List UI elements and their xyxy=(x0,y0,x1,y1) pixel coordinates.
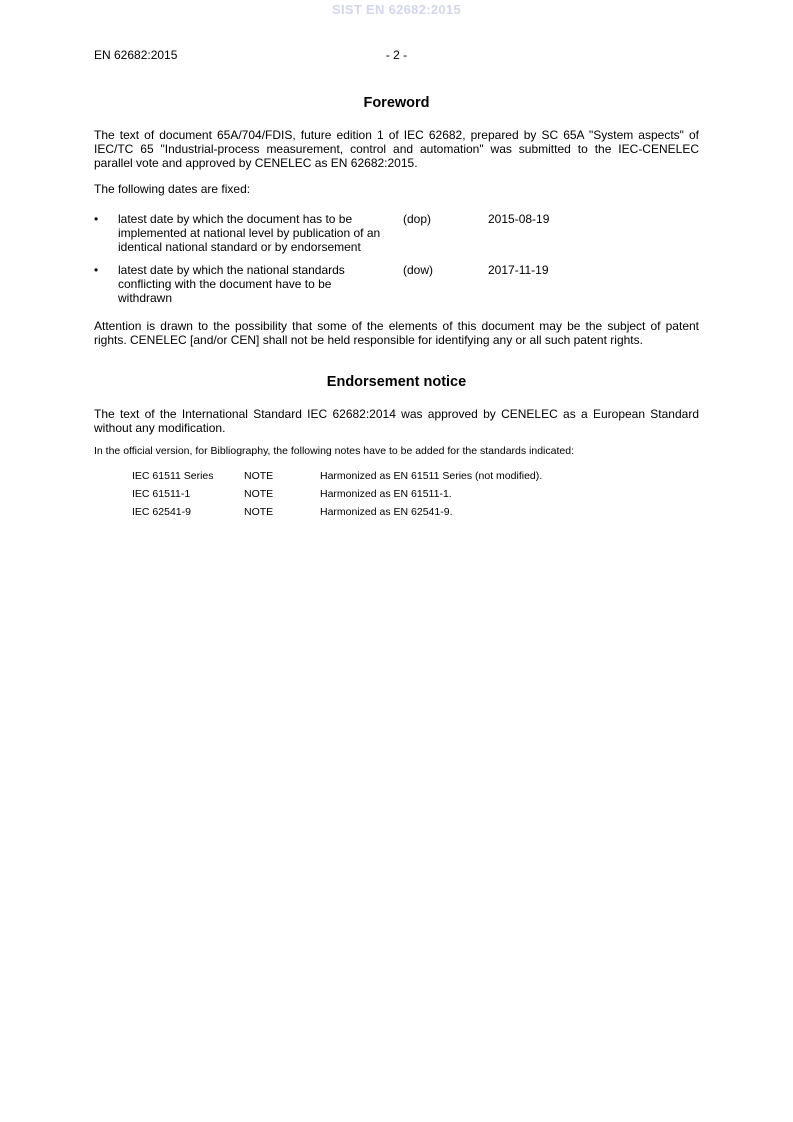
dates-intro-paragraph: The following dates are fixed: xyxy=(94,182,251,196)
date-value: 2017-11-19 xyxy=(488,263,549,277)
bullet-point: • xyxy=(94,263,99,277)
note-type: NOTE xyxy=(244,506,274,518)
table-row xyxy=(132,488,542,506)
table-row xyxy=(132,506,542,524)
date-abbreviation: (dow) xyxy=(403,263,434,277)
date-description: latest date by which the document has to be implemented at national level by publication of an identical national standard or by endorsement xyxy=(118,212,381,254)
note-standard: IEC 61511 Series xyxy=(132,470,214,482)
header-doc-id: EN 62682:2015 xyxy=(94,48,178,62)
note-standard: IEC 62541-9 xyxy=(132,506,191,518)
note-type: NOTE xyxy=(244,470,274,482)
date-item-dow xyxy=(94,263,699,305)
endorsement-heading: Endorsement notice xyxy=(326,374,467,390)
date-value: 2015-08-19 xyxy=(488,212,550,226)
watermark: SIST EN 62682:2015 xyxy=(332,2,461,17)
foreword-intro-paragraph: The text of document 65A/704/FDIS, future edition 1 of IEC 62682, prepared by SC 65A "System aspects" of IEC/TC 65 "Industrial-process measurement, control and automation" was submitted to the IEC-CENELEC parallel vote and approved by CENELEC as EN 62682:2015. xyxy=(94,128,699,170)
table-row xyxy=(132,470,542,488)
date-item-dop xyxy=(94,212,699,254)
header-page-number: - 2 - xyxy=(385,48,408,62)
endorsement-paragraph: The text of the International Standard IEC 62682:2014 was approved by CENELEC as a European Standard without any modification. xyxy=(94,407,699,435)
note-type: NOTE xyxy=(244,488,274,500)
bullet-point: • xyxy=(94,212,99,226)
bibliography-notes-table xyxy=(132,470,542,524)
bibliography-intro-paragraph: In the official version, for Bibliography, the following notes have to be added for the standards indicated: xyxy=(94,445,574,457)
note-text: Harmonized as EN 62541-9. xyxy=(320,506,453,518)
foreword-heading: Foreword xyxy=(363,95,430,111)
note-text: Harmonized as EN 61511-1. xyxy=(320,488,452,500)
note-standard: IEC 61511-1 xyxy=(132,488,191,500)
date-abbreviation: (dop) xyxy=(403,212,432,226)
patent-attention-paragraph: Attention is drawn to the possibility that some of the elements of this document may be the subject of patent rights. CENELEC [and/or CEN] shall not be held responsible for identifying any or all such patent rights. xyxy=(94,319,699,347)
document-body xyxy=(94,94,699,524)
date-description: latest date by which the national standards conflicting with the document have to be withdrawn xyxy=(118,263,345,305)
note-text: Harmonized as EN 61511 Series (not modified). xyxy=(320,470,543,482)
